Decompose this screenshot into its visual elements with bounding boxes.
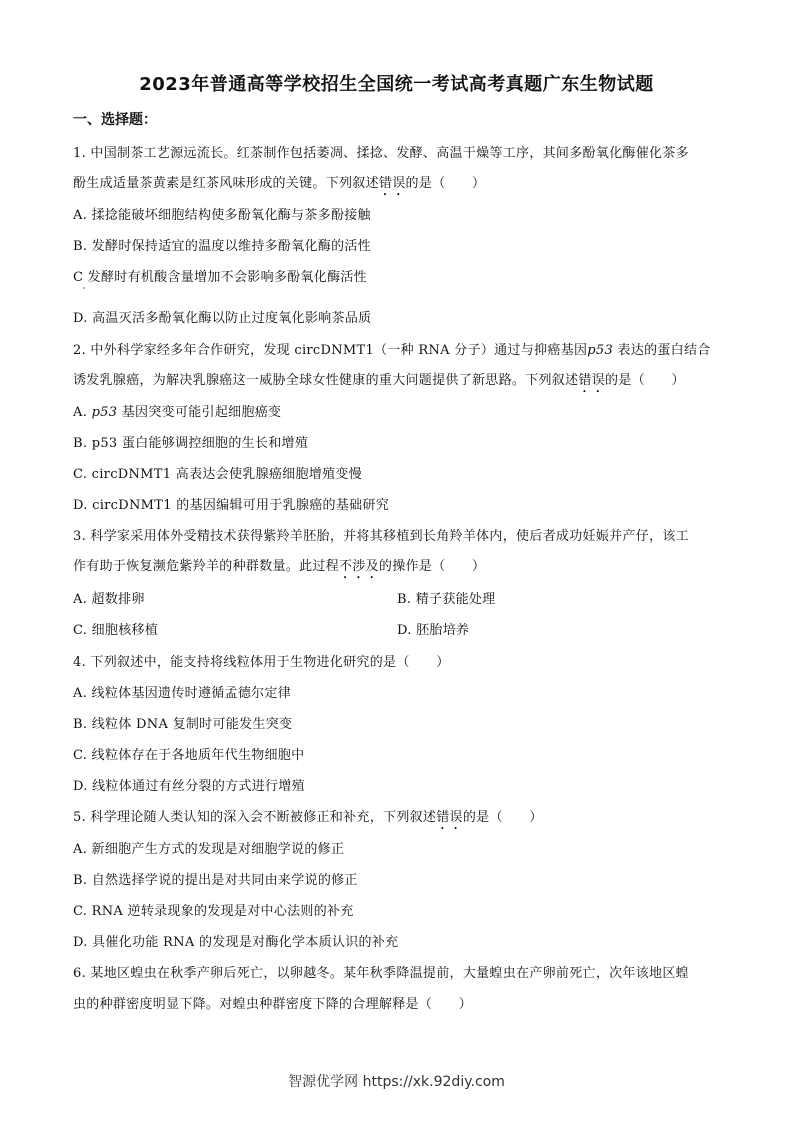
section-heading: 一、选择题： <box>73 112 157 128</box>
footer-watermark: 智源优学网 https://xk.92diy.com <box>288 1074 505 1090</box>
q3-stem-line1: 3. 科学家采用体外受精技术获得紫羚羊胚胎，并将其移植到长角羚羊体内，使后者成功妊娠并产仔，该工 <box>73 529 689 544</box>
q5-stem: 5. 科学理论随人类认知的深入会不断被修正和补充，下列叙述错误的是（ ） <box>73 810 543 825</box>
q5-option-c: C. RNA 逆转录现象的发现是对中心法则的补充 <box>73 904 354 919</box>
q4-option-d: D. 线粒体通过有丝分裂的方式进行增殖 <box>73 779 305 794</box>
q3-option-d: D. 胚胎培养 <box>397 623 470 638</box>
document-title: 2023年普通高等学校招生全国统一考试高考真题广东生物试题 <box>139 74 654 95</box>
q4-option-a: A. 线粒体基因遗传时遵循孟德尔定律 <box>73 686 292 701</box>
q1-option-c: C 发酵时有机酸含量增加不会影响多酚氧化酶活性 <box>73 270 367 285</box>
q2-option-c: C. circDNMT1 高表达会使乳腺癌细胞增殖变慢 <box>73 467 362 482</box>
q5-option-b: B. 自然选择学说的提出是对共同由来学说的修正 <box>73 873 358 888</box>
q4-stem: 4. 下列叙述中，能支持将线粒体用于生物进化研究的是（ ） <box>73 655 450 670</box>
q1-option-d: D. 高温灭活多酚氧化酶以防止过度氧化影响茶品质 <box>73 311 372 326</box>
q6-stem-line2: 虫的种群密度明显下降。对蝗虫种群密度下降的合理解释是（ ） <box>73 997 473 1012</box>
q2-option-a: A. p53 基因突变可能引起细胞癌变 <box>73 405 282 420</box>
q1-stem-line1: 1. 中国制茶工艺源远流长。红茶制作包括萎凋、揉捻、发酵、高温干燥等工序，其间多酚氧化酶催化茶多 <box>73 146 689 161</box>
q4-option-b: B. 线粒体 DNA 复制时可能发生突变 <box>73 717 293 732</box>
q2-stem-line2: 诱发乳腺癌，为解决乳腺癌这一威胁全球女性健康的重大问题提供了新思路。下列叙述错误的是（ ） <box>73 373 685 388</box>
q1-option-b: B. 发酵时保持适宜的温度以维持多酚氧化酶的活性 <box>73 239 372 254</box>
q3-option-b: B. 精子获能处理 <box>397 592 496 607</box>
q3-option-a: A. 超数排卵 <box>73 592 145 607</box>
q2-option-b: B. p53 蛋白能够调控细胞的生长和增殖 <box>73 436 309 451</box>
q4-option-c: C. 线粒体存在于各地质年代生物细胞中 <box>73 748 305 763</box>
q2-stem-line1: 2. 中外科学家经多年合作研究，发现 circDNMT1（一种 RNA 分子）通过与抑癌基因p53 表达的蛋白结合 <box>73 343 711 358</box>
q3-stem-line2: 作有助于恢复濒危紫羚羊的种群数量。此过程不涉及的操作是（ ） <box>73 559 486 574</box>
q1-option-a: A. 揉捻能破坏细胞结构使多酚氧化酶与茶多酚接触 <box>73 208 371 223</box>
q2-option-d: D. circDNMT1 的基因编辑可用于乳腺癌的基础研究 <box>73 498 390 513</box>
scan-speck <box>83 287 85 289</box>
q3-option-c: C. 细胞核移植 <box>73 623 159 638</box>
q1-stem-line2: 酚生成适量茶黄素是红茶风味形成的关键。下列叙述错误的是（ ） <box>73 176 486 191</box>
q5-option-d: D. 具催化功能 RNA 的发现是对酶化学本质认识的补充 <box>73 935 399 950</box>
q5-option-a: A. 新细胞产生方式的发现是对细胞学说的修正 <box>73 842 345 857</box>
q6-stem-line1: 6. 某地区蝗虫在秋季产卵后死亡，以卵越冬。某年秋季降温提前，大量蝗虫在产卵前死亡，次年该地区蝗 <box>73 966 689 981</box>
